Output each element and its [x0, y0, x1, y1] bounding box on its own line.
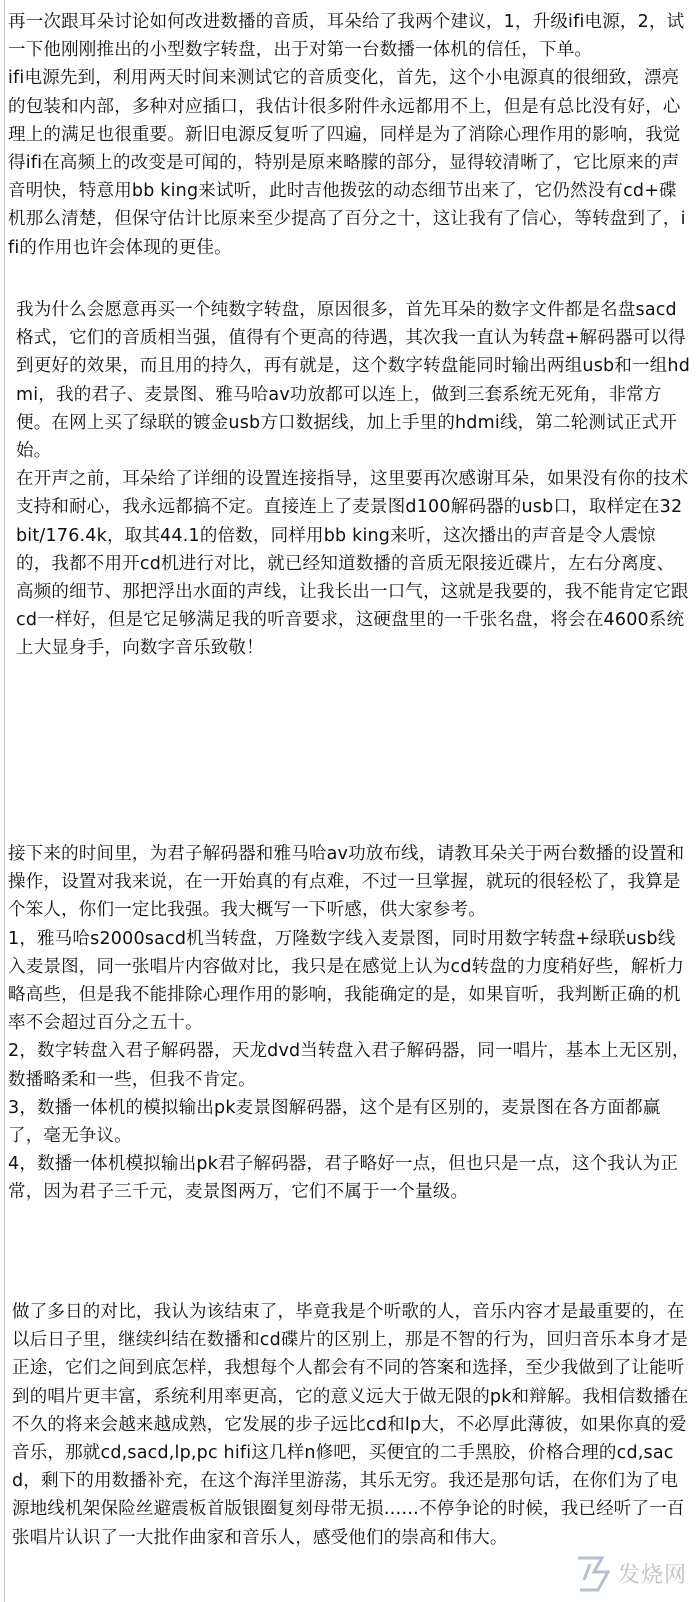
left-divider [4, 0, 5, 1602]
watermark-text: 发烧网 [618, 1563, 688, 1588]
paragraph-suggestions: 再一次跟耳朵讨论如何改进数播的音质，耳朵给了我两个建议，1，升级ifi电源，2，试一下他刚刚推出的小型数字转盘，出于对第一台数播一体机的信任，下单。 [8, 12, 685, 61]
paragraph-setup-test: 在开声之前，耳朵给了详细的设置连接指导，这里要再次感谢耳朵，如果没有你的技术支持和耐心，我永远都搞不定。直接连上了麦景图d100解码器的usb口，取样定在32bit/176.4k，取其44.1的倍数，同样用bb king来听，这次播出的声音是令人震惊的，我都不用开cd机进行对比，就已经知道数播的音质无限接近碟片，左右分离度、高频的细节、那把浮出水面的声线，让我长出一口气，这就是我要的，我不能肯定它跟cd一样好，但是它足够满足我的听音要求，这硬盘里的一千张名盘，将会在4600系统上大显身手，向数字音乐致敬！ [16, 469, 689, 659]
paragraph-ifi-power: ifi电源先到，利用两天时间来测试它的音质变化，首先，这个小电源真的很细致，漂亮的包装和内部，多种对应插口，我估计很多附件永远都用不上，但是有总比没有好，心理上的满足也很重要。新旧电源反复听了四遍，同样是为了消除心理作用的影响，我觉得ifi在高频上的改变是可闻的，特别是原来略朦的部分，显得较清晰了，它比原来的声音明快，特意用bb king来试听，此时吉他拨弦的动态细节出来了，它仍然没有cd+碟机那么清楚，但保守估计比原来至少提高了百分之十，这让我有了信心，等转盘到了，ifi的作用也许会体现的更佳。 [8, 68, 686, 258]
list-item-comparison-3: 3，数播一体机的模拟输出pk麦景图解码器，这个是有区别的，麦景图在各方面都赢了，毫无争议。 [8, 1097, 661, 1147]
paragraph-conclusion: 做了多日的对比，我认为该结束了，毕竟我是个听歌的人，音乐内容才是最重要的，在以后日子里，继续纠结在数播和cd碟片的区别上，那是不智的行为，回归音乐本身才是正途，它们之间到底怎样，我想每个人都会有不同的答案和选择，至少我做到了让能听到的唱片更丰富，系统利用率更高，它的意义远大于做无限的pk和辩解。我相信数播在不久的将来会越来越成熟，它发展的步子远比cd和lp大，不必厚此薄彼，如果你真的爱音乐，那就cd,sacd,lp,pc hifi这几样n修吧，买便宜的二手黑胶，价格合理的cd,sacd，剩下的用数播补充，在这个海洋里游荡，其乐无穷。我还是那句话，在你们为了电源地线机架保险丝避震板首版银圈复刻母带无损……不停争论的时候，我已经听了一百张唱片认识了一大批作曲家和音乐人，感受他们的崇高和伟大。 [12, 1302, 689, 1548]
paragraph-wiring: 接下来的时间里，为君子解码器和雅马哈av功放布线，请教耳朵关于两台数播的设置和操作，设置对我来说，在一开始真的有点难，不过一旦掌握，就玩的很轻松了，我算是个笨人，你们一定比我强。我大概写一下听感，供大家参考。 [8, 844, 685, 921]
list-item-comparison-4: 4，数播一体机模拟输出pk君子解码器，君子略好一点，但也只是一点，这个我认为正常，因为君子三千元，麦景图两万，它们不属于一个量级。 [8, 1154, 679, 1203]
list-item-comparison-2: 2，数字转盘入君子解码器，天龙dvd当转盘入君子解码器，同一唱片，基本上无区别，数播略柔和一些，但我不肯定。 [8, 1041, 690, 1090]
list-item-comparison-1: 1，雅马哈s2000sacd机当转盘，万隆数字线入麦景图，同时用数字转盘+绿联usb线入麦景图，同一张唱片内容做对比，我只是在感觉上认为cd转盘的力度稍好些，解析力略高些，但是我不能排除心理作用的影响，我能确定的是，如果盲听，我判断正确的机率不会超过百分之五十。 [8, 928, 685, 1034]
section-comparisons [8, 840, 690, 1207]
section-transport [8, 296, 690, 663]
section-conclusion [8, 1298, 690, 1552]
paragraph-why-transport: 我为什么会愿意再买一个纯数字转盘，原因很多，首先耳朵的数字文件都是名盘sacd格式，它们的音质相当强，值得有个更高的待遇，其次我一直认为转盘+解码器可以得到更好的效果，而且用的持久，再有就是，这个数字转盘能同时输出两组usb和一组hdmi，我的君子、麦景图、雅马哈av功放都可以连上，做到三套系统无死角，非常方便。在网上买了绿联的镀金usb方口数据线，加上手里的hdmi线，第二轮测试正式开始。 [16, 300, 691, 462]
watermark-logo-icon [572, 1550, 618, 1596]
site-watermark [572, 1550, 696, 1596]
section-intro [8, 8, 690, 262]
